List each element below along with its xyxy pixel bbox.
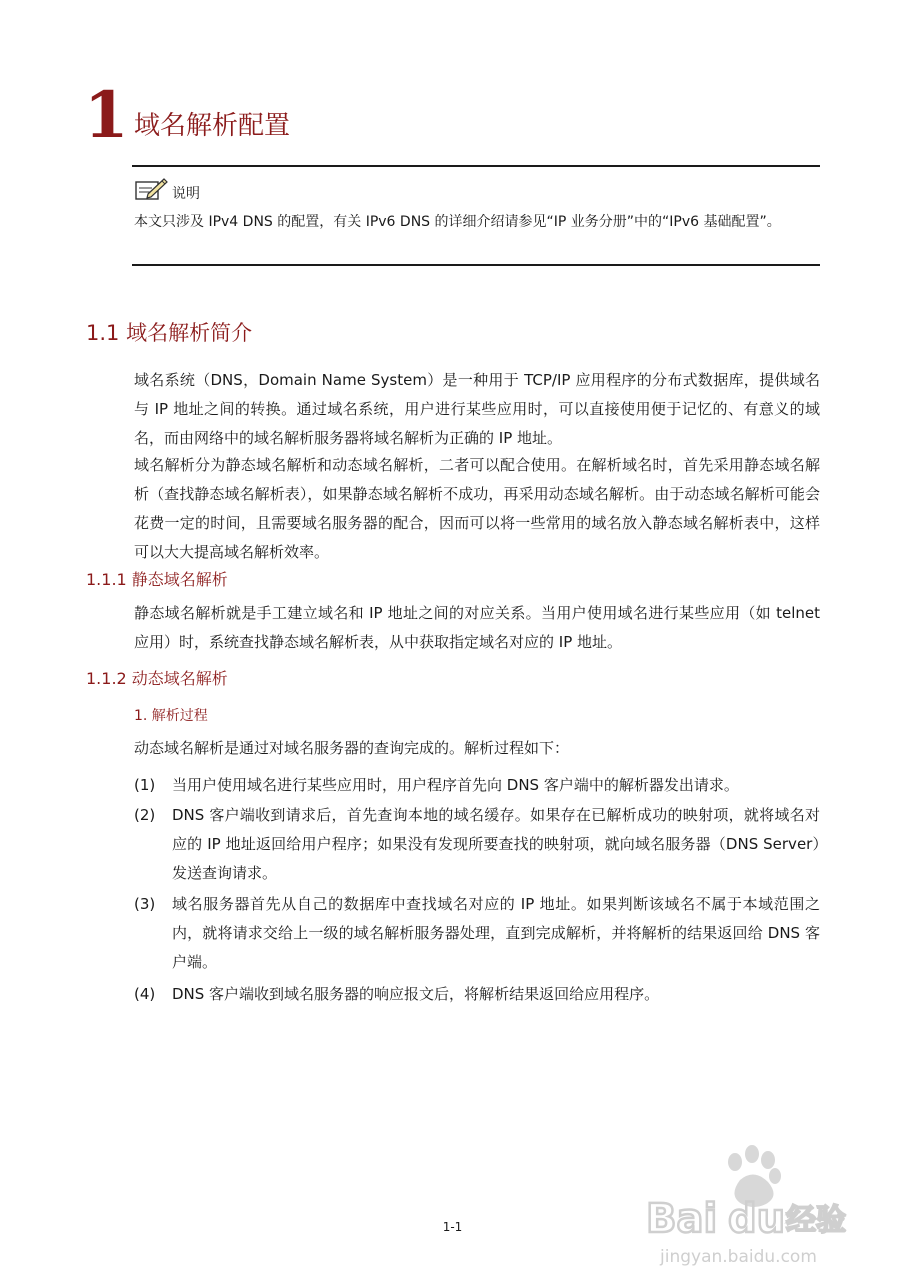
list-item-number: (2) <box>134 806 156 824</box>
svg-text:经验: 经验 <box>786 1203 846 1238</box>
pencil-note-icon <box>134 176 168 202</box>
list-item-text: DNS 客户端收到域名服务器的响应报文后，将解析结果返回给应用程序。 <box>172 985 660 1003</box>
section-1-1-title: 1.1 域名解析简介 <box>86 321 253 345</box>
list-item-text: 域名服务器首先从自己的数据库中查找域名对应的 IP 地址。如果判断该域名不属于本域范围之内，就将请求交给上一级的域名解析服务器处理，直到完成解析，并将解析的结果返回给 DNS 客户端。 <box>172 895 820 971</box>
list-item <box>134 890 820 977</box>
section-1-1-1-title: 1.1.1 静态域名解析 <box>86 570 228 589</box>
svg-text:Bai: Bai <box>646 1196 718 1242</box>
list-item-number: (1) <box>134 776 156 794</box>
section-1-1-2-title: 1.1.2 动态域名解析 <box>86 669 228 688</box>
list-item <box>134 801 820 888</box>
subsection-title: 1. 解析过程 <box>134 708 208 724</box>
list-item-number: (3) <box>134 895 156 913</box>
section-1-1-1-paragraph: 静态域名解析就是手工建立域名和 IP 地址之间的对应关系。当用户使用域名进行某些应用（如 telnet 应用）时，系统查找静态域名解析表，从中获取指定域名对应的 IP 地址。 <box>134 604 820 651</box>
note-label: 说明 <box>172 186 200 202</box>
baidu-jingyan-watermark-logo <box>640 1140 870 1270</box>
note-bottom-rule <box>132 264 820 266</box>
list-item-text: 当用户使用域名进行某些应用时，用户程序首先向 DNS 客户端中的解析器发出请求。 <box>172 776 739 794</box>
svg-text:du: du <box>728 1196 786 1242</box>
section-1-1-paragraph-1: 域名系统（DNS，Domain Name System）是一种用于 TCP/IP 应用程序的分布式数据库，提供域名与 IP 地址之间的转换。通过域名系统，用户进行某些应用时，可以直接使用便于记忆的、有意义的域名，而由网络中的域名解析服务器将域名解析为正确的 IP 地址。 <box>134 371 820 447</box>
list-item <box>134 771 820 800</box>
page-number: 1-1 <box>442 1220 463 1234</box>
section-1-1-paragraph-2: 域名解析分为静态域名解析和动态域名解析，二者可以配合使用。在解析域名时，首先采用静态域名解析（查找静态域名解析表），如果静态域名解析不成功，再采用动态域名解析。由于动态域名解析可能会花费一定的时间，且需要域名服务器的配合，因而可以将一些常用的域名放入静态域名解析表中，这样可以大大提高域名解析效率。 <box>134 456 820 561</box>
resolution-intro: 动态域名解析是通过对域名服务器的查询完成的。解析过程如下： <box>134 739 570 757</box>
note-top-rule <box>132 165 820 167</box>
list-item-number: (4) <box>134 985 156 1003</box>
note-text: 本文只涉及 IPv4 DNS 的配置，有关 IPv6 DNS 的详细介绍请参见“IP 业务分册”中的“IPv6 基础配置”。 <box>134 214 781 230</box>
chapter-number: 1 <box>84 78 129 153</box>
chapter-title: 域名解析配置 <box>134 111 291 141</box>
list-item-text: DNS 客户端收到请求后，首先查询本地的域名缓存。如果存在已解析成功的映射项，就将域名对应的 IP 地址返回给用户程序；如果没有发现所要查找的映射项，就向域名服务器（DNS Server）发送查询请求。 <box>172 806 820 882</box>
svg-text:jingyan.baidu.com: jingyan.baidu.com <box>660 1247 817 1267</box>
list-item <box>134 980 820 1009</box>
